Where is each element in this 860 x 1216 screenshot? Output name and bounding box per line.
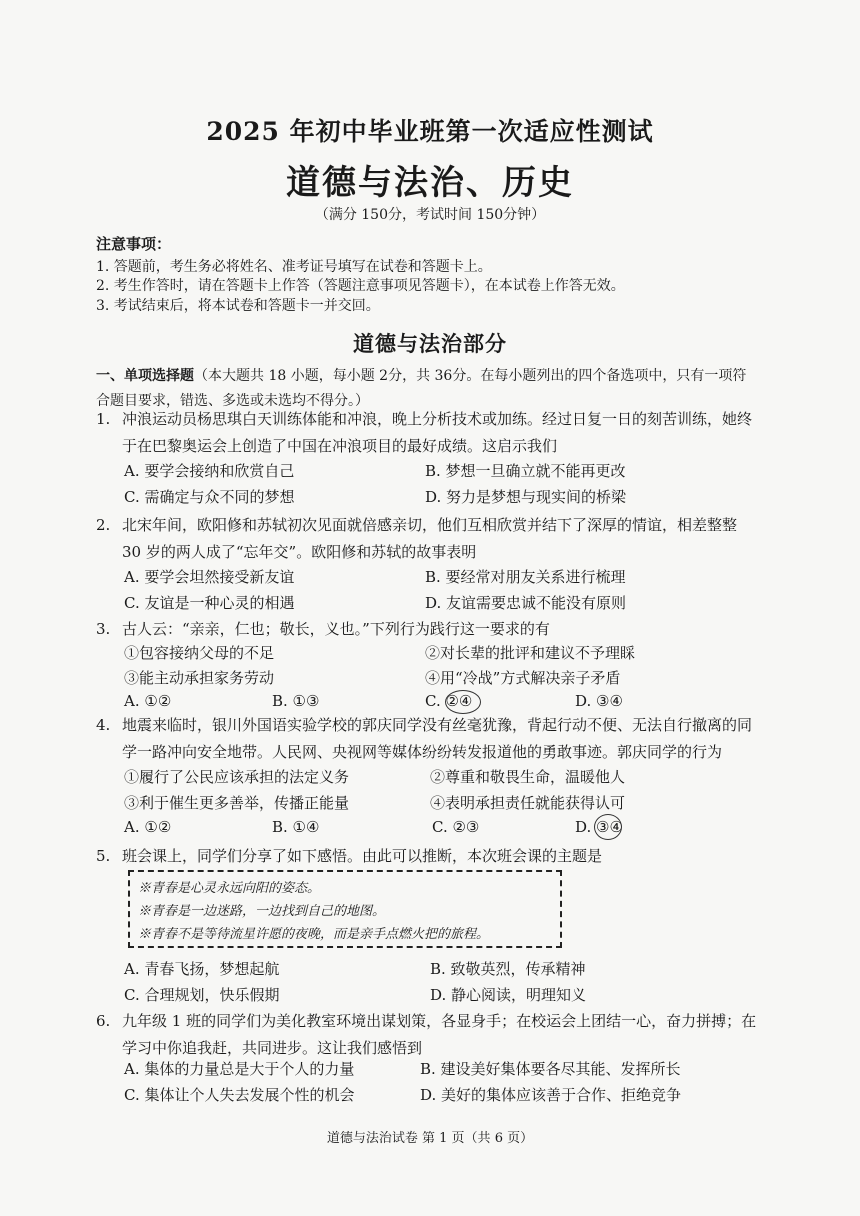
section-intro-text: （本大题共 18 小题，每小题 2分，共 36分。在每小题列出的四个备选项中，只有一项符合题目要求，错选、多选或未选均不得分。） xyxy=(96,368,747,409)
question-number: 1. xyxy=(96,410,111,428)
option-c: C. ②④ xyxy=(425,692,473,710)
question-stem: 地震来临时，银川外国语实验学校的郭庆同学没有丝毫犹豫，背起行动不便、无法自行撤离的同学一路冲向安全地带。人民网、央视网等媒体纷纷转发报道他的勇敢事迹。郭庆同学的行为 xyxy=(122,716,753,761)
pen-circle-mark xyxy=(594,814,622,840)
exam-subtitle: （满分 150分，考试时间 150分钟） xyxy=(314,207,546,223)
option-d: D. 友谊需要忠诚不能没有原则 xyxy=(425,594,627,612)
statement: ②尊重和敬畏生命，温暖他人 xyxy=(430,768,626,786)
exam-title: 2025 年初中毕业班第一次适应性测试 xyxy=(206,117,654,146)
option-a: A. ①② xyxy=(124,692,172,710)
notice-item: 1. 答题前，考生务必将姓名、准考证号填写在试卷和答题卡上。 xyxy=(96,259,492,275)
statement: ④表明承担责任就能获得认可 xyxy=(430,794,626,812)
option-b: B. 梦想一旦确立就不能再更改 xyxy=(425,462,626,480)
question-stem: 班会课上，同学们分享了如下感悟。由此可以推断，本次班会课的主题是 xyxy=(122,847,603,865)
statement: ②对长辈的批评和建议不予理睬 xyxy=(425,644,636,662)
option-b: B. 致敬英烈，传承精神 xyxy=(430,960,586,978)
option-c: C. 友谊是一种心灵的相遇 xyxy=(124,594,295,612)
option-c: C. 合理规划，快乐假期 xyxy=(124,986,280,1004)
option-c: C. 集体让个人失去发展个性的机会 xyxy=(124,1086,355,1104)
option-b: B. 要经常对朋友关系进行梳理 xyxy=(425,568,626,586)
question-stem: 北宋年间，欧阳修和苏轼初次见面就倍感亲切，他们互相欣赏并结下了深厚的情谊，相差整整 30 岁的两人成了“忘年交”。欧阳修和苏轼的故事表明 xyxy=(122,516,738,561)
option-d: D. 美好的集体应该善于合作、拒绝竞争 xyxy=(420,1086,682,1104)
option-a: A. 集体的力量总是大于个人的力量 xyxy=(124,1060,355,1078)
option-c: C. 需确定与众不同的梦想 xyxy=(124,488,295,506)
statement: ③能主动承担家务劳动 xyxy=(124,669,275,687)
question-stem: 冲浪运动员杨思琪白天训练体能和冲浪，晚上分析技术或加练。经过日复一日的刻苦训练，她终于在巴黎奥运会上创造了中国在冲浪项目的最好成绩。这启示我们 xyxy=(122,410,753,455)
question-2 xyxy=(96,512,760,566)
question-number: 5. xyxy=(96,847,111,865)
statement: ④用“冷战”方式解决亲子矛盾 xyxy=(425,669,621,687)
question-4 xyxy=(96,712,760,766)
option-b: B. ①③ xyxy=(272,692,320,710)
option-d: D. 静心阅读，明理知义 xyxy=(430,986,587,1004)
option-d: D. 努力是梦想与现实间的桥梁 xyxy=(425,488,627,506)
quote-line: ※青春是心灵永远向阳的姿态。 xyxy=(138,881,321,896)
statement: ①履行了公民应该承担的法定义务 xyxy=(124,768,350,786)
question-3 xyxy=(96,616,760,643)
question-number: 6. xyxy=(96,1012,111,1030)
page-footer: 道德与法治试卷 第 1 页（共 6 页） xyxy=(326,1131,534,1146)
option-c: C. ②③ xyxy=(432,818,480,836)
quote-box xyxy=(128,870,562,948)
option-a: A. 要学会坦然接受新友谊 xyxy=(124,568,295,586)
statement: ①包容接纳父母的不足 xyxy=(124,644,275,662)
subject-title: 道德与法治、历史 xyxy=(286,163,574,203)
option-a: A. ①② xyxy=(124,818,172,836)
question-number: 3. xyxy=(96,620,111,638)
question-stem: 九年级 1 班的同学们为美化教室环境出谋划策，各显身手；在校运会上团结一心，奋力拼搏；在学习中你追我赶，共同进步。这让我们感悟到 xyxy=(122,1012,757,1057)
quote-line: ※青春是一边迷路，一边找到自己的地图。 xyxy=(138,904,386,919)
quote-line: ※青春不是等待流星许愿的夜晚，而是亲手点燃火把的旅程。 xyxy=(138,927,490,942)
section-intro-lead: 一、单项选择题 xyxy=(96,368,194,384)
notice-item: 2. 考生作答时，请在答题卡上作答（答题注意事项见答题卡），在本试卷上作答无效。 xyxy=(96,278,625,294)
notice-heading: 注意事项： xyxy=(96,235,172,253)
option-b: B. 建设美好集体要各尽其能、发挥所长 xyxy=(420,1060,681,1078)
option-d: D. ③④ xyxy=(575,692,623,710)
option-d: D. ③④ xyxy=(575,818,623,836)
option-a: A. 青春飞扬，梦想起航 xyxy=(124,960,280,978)
option-b: B. ①④ xyxy=(272,818,320,836)
question-number: 4. xyxy=(96,716,111,734)
question-stem: 古人云：“亲亲，仁也；敬长，义也。”下列行为践行这一要求的有 xyxy=(122,620,550,638)
question-5 xyxy=(96,843,760,870)
question-1 xyxy=(96,406,760,460)
question-6 xyxy=(96,1008,760,1062)
pen-circle-mark xyxy=(445,690,481,714)
statement: ③利于催生更多善举，传播正能量 xyxy=(124,794,350,812)
option-a: A. 要学会接纳和欣赏自己 xyxy=(124,462,295,480)
section-title: 道德与法治部分 xyxy=(353,331,507,356)
question-number: 2. xyxy=(96,516,111,534)
notice-item: 3. 考试结束后，将本试卷和答题卡一并交回。 xyxy=(96,298,380,314)
